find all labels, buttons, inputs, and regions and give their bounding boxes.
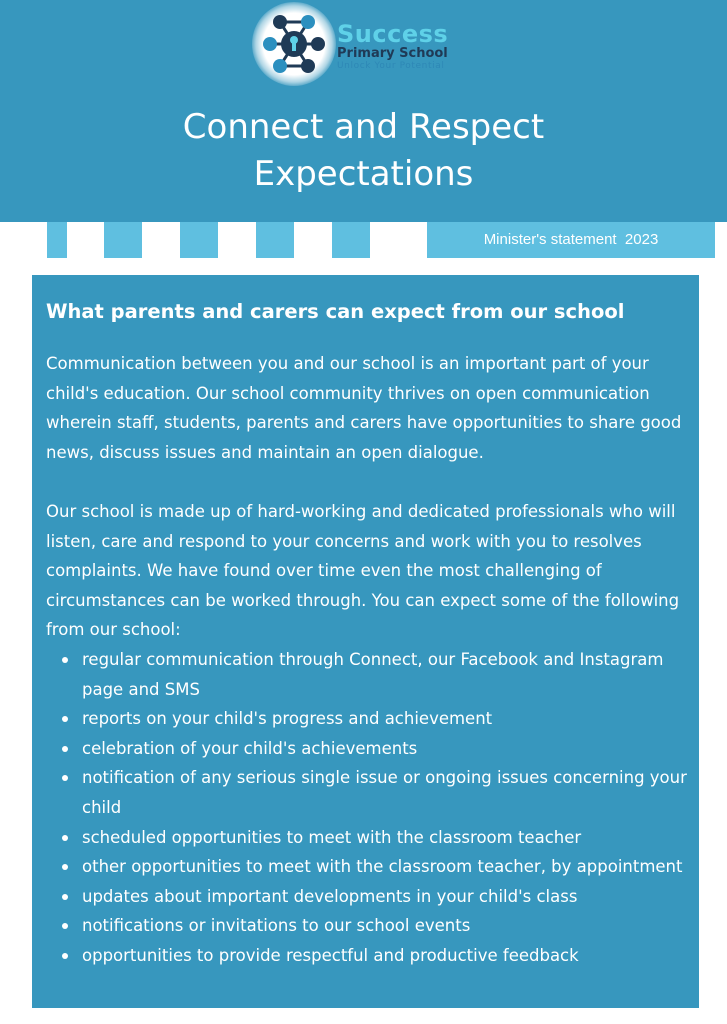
section-heading: What parents and carers can expect from our school (46, 300, 625, 323)
section-body (46, 349, 696, 970)
logo-name: Success (337, 20, 449, 48)
molecule-lock-icon (260, 10, 328, 78)
list-item: notifications or invitations to our school events (82, 911, 696, 941)
list-item: regular communication through Connect, our Facebook and Instagram page and SMS (82, 645, 696, 704)
logo-text (337, 22, 467, 72)
list-item: scheduled opportunities to meet with the classroom teacher (82, 823, 696, 853)
logo-tagline: Unlock Your Potential (337, 61, 445, 71)
list-item: updates about important developments in your child's class (82, 882, 696, 912)
list-item: notification of any serious single issue or ongoing issues concerning your child (82, 763, 696, 822)
second-paragraph: Our school is made up of hard-working and dedicated professionals who will listen, care and respond to your concerns and work with you to resolves complaints. We have found over time even the most challenging of circumstances can be worked through. You can expect some of the following from our school: (46, 501, 680, 640)
page-title (0, 104, 727, 198)
decorative-stripe (256, 222, 294, 258)
ministers-statement-badge: Minister's statement 2023 (427, 222, 715, 258)
decorative-stripe (47, 222, 67, 258)
header-banner (0, 0, 727, 222)
decorative-stripe (104, 222, 142, 258)
list-item: other opportunities to meet with the classroom teacher, by appointment (82, 852, 696, 882)
expectations-list (46, 645, 696, 971)
title-line-2: Expectations (253, 154, 474, 194)
logo-subtitle: Primary School (337, 46, 448, 61)
decorative-stripe (332, 222, 370, 258)
title-line-1: Connect and Respect (182, 107, 545, 147)
expectations-panel (32, 275, 699, 1008)
school-logo (252, 2, 464, 92)
decorative-stripe (180, 222, 218, 258)
list-item: celebration of your child's achievements (82, 734, 696, 764)
list-item: reports on your child's progress and achievement (82, 704, 696, 734)
list-item: opportunities to provide respectful and productive feedback (82, 941, 696, 971)
intro-paragraph: Communication between you and our school is an important part of your child's education. Our school community thrives on open communication wherein staff, students, parents and carers have opportunities to share good news, discuss issues and maintain an open dialogue. (46, 354, 682, 462)
